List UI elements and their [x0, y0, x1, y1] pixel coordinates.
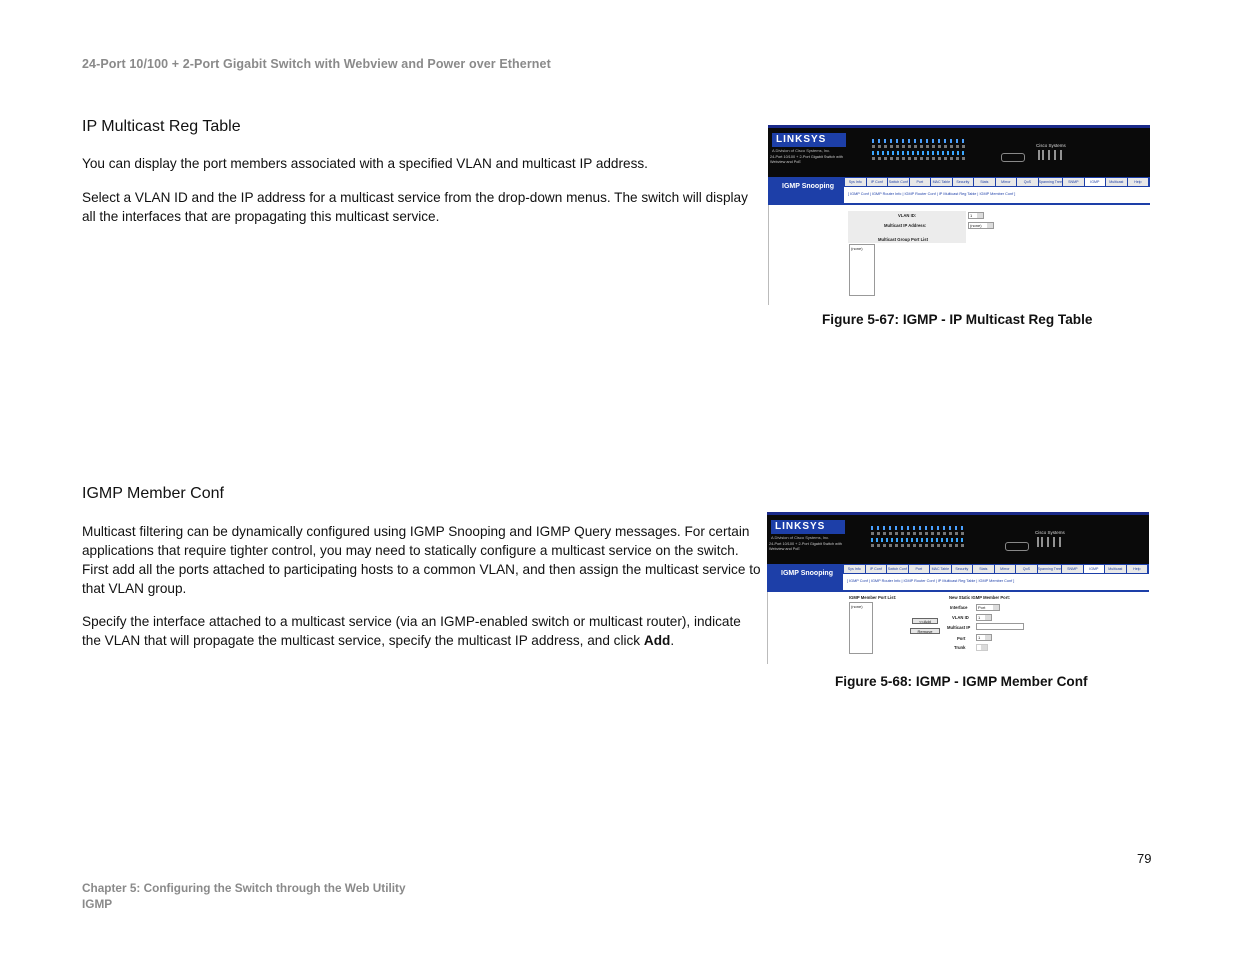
- section-title-igmp-member-conf: IGMP Member Conf: [82, 485, 224, 502]
- tab-multicast[interactable]: Multicast: [1106, 178, 1127, 186]
- tab-multicast[interactable]: Multicast: [1105, 565, 1126, 573]
- multicast-ip-input[interactable]: [976, 623, 1024, 630]
- footer-chapter: Chapter 5: Configuring the Switch through the Web Utility: [82, 881, 406, 895]
- tab-spanning-tree[interactable]: Spanning Tree: [1038, 180, 1063, 184]
- tab-qos[interactable]: QoS: [1017, 178, 1038, 186]
- tab-mirror[interactable]: Mirror: [996, 178, 1017, 186]
- tab-igmp[interactable]: IGMP: [1085, 178, 1106, 186]
- multicast-ip-select[interactable]: (none): [968, 222, 994, 229]
- vlan-id-select[interactable]: 1: [976, 614, 992, 621]
- multicast-ip-label: Multicast IP Address:: [884, 223, 927, 228]
- nav-tabs: [845, 178, 1148, 186]
- port-select[interactable]: 1: [976, 634, 992, 641]
- vlan-id-label: VLAN ID:: [898, 213, 917, 218]
- port-label: Port: [957, 636, 966, 641]
- vlan-id-select[interactable]: 1: [968, 212, 984, 219]
- add-keyword: Add: [643, 633, 671, 648]
- product-name: 24-Port 10/100 + 2-Port Gigabit Switch with Webview and PoE: [769, 542, 842, 551]
- section2-paragraph-2-text: Specify the interface attached to a multicast service (via an IGMP-enabled switch or multicast router), indicate the VLAN that will propagate the multicast service, specify the multicast IP address, and click: [82, 614, 741, 648]
- gbic-port-icon: [1001, 153, 1025, 162]
- figure-igmp-member-conf-screenshot: [767, 512, 1149, 664]
- cisco-logo-icon: [1038, 150, 1064, 160]
- igmp-subnav[interactable]: [ IGMP Conf | IGMP Router Info | IGMP Router Conf | IP Multicast Reg Table | IGMP Member Conf ]: [847, 579, 1015, 583]
- interface-label: Interface: [950, 605, 968, 610]
- cisco-logo-icon: [1037, 537, 1063, 547]
- section2-paragraph-2-end: .: [670, 633, 675, 648]
- igmp-subnav[interactable]: [ IGMP Conf | IGMP Router Info | IGMP Router Conf | IP Multicast Reg Table | IGMP Member Conf ]: [848, 192, 1016, 196]
- figure-divider: [768, 203, 1150, 205]
- tab-ip-conf[interactable]: IP Conf: [866, 565, 887, 573]
- section-band-igmp-snooping: IGMP Snooping: [768, 177, 844, 203]
- igmp-member-port-list-label: IGMP Member Port List:: [849, 595, 897, 600]
- tab-sys-info[interactable]: Sys Info: [845, 178, 866, 186]
- tab-qos[interactable]: QoS: [1016, 565, 1037, 573]
- tab-stats[interactable]: Stats: [974, 178, 995, 186]
- page-number: 79: [1137, 851, 1152, 866]
- igmp-member-port-list[interactable]: (none): [849, 602, 873, 654]
- tab-mac-table[interactable]: MAC Table: [932, 180, 951, 184]
- multicast-group-port-list-label: Multicast Group Port List: [878, 237, 929, 242]
- figure-5-68-caption: Figure 5-68: IGMP - IGMP Member Conf: [835, 674, 1088, 689]
- add-button[interactable]: <<Add: [912, 618, 938, 624]
- vlan-id-label: VLAN ID: [952, 615, 969, 620]
- running-header: 24-Port 10/100 + 2-Port Gigabit Switch with Webview and Power over Ethernet: [82, 57, 551, 71]
- port-status-panel: [871, 524, 965, 548]
- section1-paragraph-1: You can display the port members associated with a specified VLAN and multicast IP address.: [82, 156, 648, 171]
- linksys-logo: LINKSYS: [772, 133, 846, 147]
- section-title-ip-multicast-reg-table: IP Multicast Reg Table: [82, 118, 241, 135]
- multicast-ip-label: Multicast IP: [947, 625, 971, 630]
- linksys-logo: LINKSYS: [771, 520, 845, 534]
- figure-left-border: [768, 205, 769, 305]
- product-name: 24-Port 10/100 + 2-Port Gigabit Switch with Webview and PoE: [770, 155, 843, 164]
- figure-left-border: [767, 592, 768, 664]
- port-status-panel: [872, 137, 966, 161]
- tab-snmp[interactable]: SNMP: [1062, 565, 1083, 573]
- tab-igmp[interactable]: IGMP: [1084, 565, 1105, 573]
- section2-paragraph-2: [82, 612, 762, 650]
- figure-5-67-caption: Figure 5-67: IGMP - IP Multicast Reg Table: [822, 312, 1093, 327]
- tab-port[interactable]: Port: [909, 565, 930, 573]
- tab-help[interactable]: Help: [1128, 178, 1149, 186]
- cisco-systems-label: Cisco Systems: [1035, 530, 1065, 535]
- logo-subtitle: A Division of Cisco Systems, Inc.: [772, 148, 831, 153]
- trunk-label: Trunk: [954, 645, 966, 650]
- new-static-member-label: New Static IGMP Member Port:: [949, 595, 1011, 600]
- section1-paragraph-2: Select a VLAN ID and the IP address for a multicast service from the drop-down menus. The switch will display all the interfaces that are propagating this multicast service.: [82, 190, 748, 224]
- tab-port[interactable]: Port: [910, 178, 931, 186]
- tab-sys-info[interactable]: Sys Info: [844, 565, 865, 573]
- logo-subtitle: A Division of Cisco Systems, Inc.: [771, 535, 830, 540]
- tab-ip-conf[interactable]: IP Conf: [867, 178, 888, 186]
- tab-stats[interactable]: Stats: [973, 565, 994, 573]
- multicast-group-port-list[interactable]: (none): [849, 244, 875, 296]
- interface-select[interactable]: Port: [976, 604, 1000, 611]
- tab-snmp[interactable]: SNMP: [1063, 178, 1084, 186]
- tab-mac-table[interactable]: MAC Table: [931, 567, 950, 571]
- tab-switch-conf[interactable]: Switch Conf: [888, 180, 908, 184]
- tab-security[interactable]: Security: [952, 565, 973, 573]
- trunk-select[interactable]: [976, 644, 988, 651]
- section-band-igmp-snooping: IGMP Snooping: [767, 564, 843, 590]
- footer-section: IGMP: [82, 897, 113, 911]
- remove-button[interactable]: Remove: [910, 628, 940, 634]
- tab-security[interactable]: Security: [953, 178, 974, 186]
- section2-paragraph-1: Multicast filtering can be dynamically configured using IGMP Snooping and IGMP Query messages. For certain applications that require tighter control, you may need to statically configure a multicast service on the switch. First add all the ports attached to participating hosts to a common VLAN, and then assign the multicast service to that VLAN group.: [82, 524, 761, 596]
- tab-help[interactable]: Help: [1127, 565, 1148, 573]
- cisco-systems-label: Cisco Systems: [1036, 143, 1066, 148]
- figure-ip-multicast-reg-table-screenshot: [768, 125, 1150, 305]
- tab-mirror[interactable]: Mirror: [995, 565, 1016, 573]
- tab-switch-conf[interactable]: Switch Conf: [887, 567, 907, 571]
- figure-divider: [767, 590, 1149, 592]
- gbic-port-icon: [1005, 542, 1029, 551]
- tab-spanning-tree[interactable]: Spanning Tree: [1037, 567, 1062, 571]
- nav-tabs: [844, 565, 1147, 573]
